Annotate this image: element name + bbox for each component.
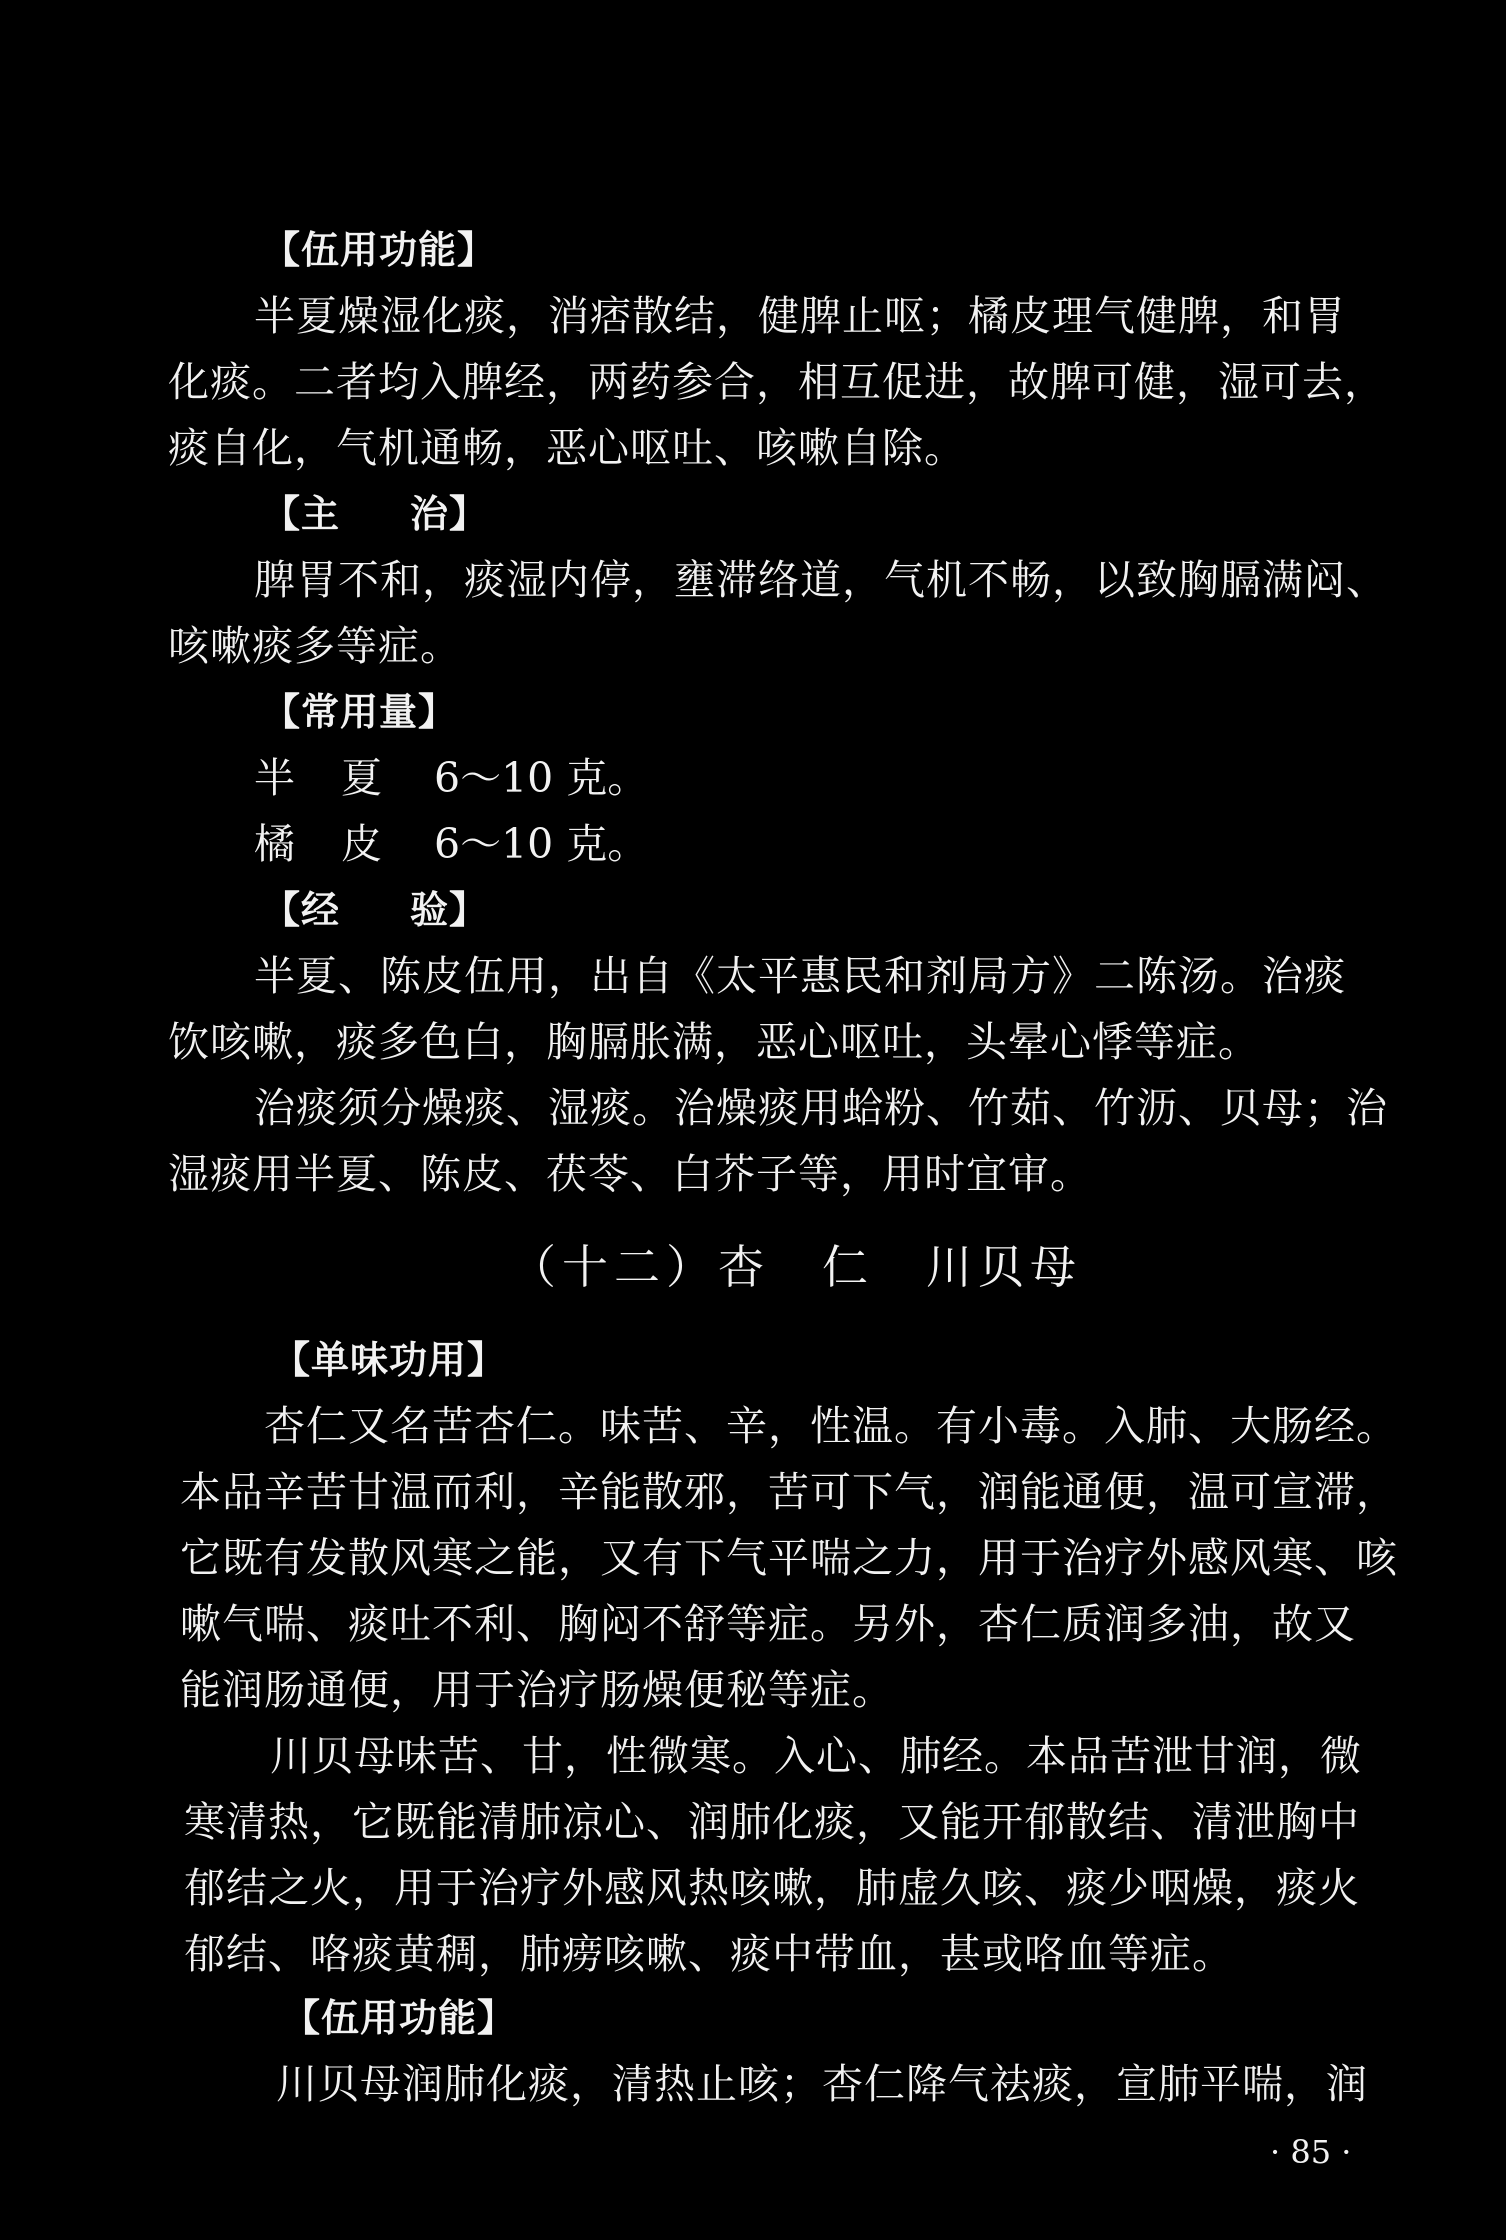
paragraph-line: 脾胃不和，痰湿内停，壅滞络道，气机不畅，以致胸膈满闷、 [254, 556, 1388, 604]
paragraph-line: 郁结、咯痰黄稠，肺痨咳嗽、痰中带血，甚或咯血等症。 [184, 1930, 1234, 1978]
heading-jingyan [262, 880, 488, 940]
dosage-amount: 6～10 克。 [434, 754, 649, 802]
paragraph-line: 化痰。二者均入脾经，两药参合，相互促进，故脾可健，湿可去， [168, 358, 1386, 406]
heading-danwei-gongyong: 【单味功用】 [272, 1338, 507, 1382]
paragraph-line: 半夏、陈皮伍用，出自《太平惠民和剂局方》二陈汤。治痰 [254, 952, 1346, 1000]
dosage-herb-name: 橘皮 [254, 820, 428, 868]
page-number: · 85 · [1270, 2133, 1352, 2171]
paragraph-line: 湿痰用半夏、陈皮、茯苓、白芥子等，用时宜审。 [168, 1150, 1092, 1198]
paragraph-line: 川贝母润肺化痰，清热止咳；杏仁降气祛痰，宣肺平喘，润 [276, 2060, 1368, 2108]
dosage-herb-name: 半夏 [254, 754, 428, 802]
paragraph-line: 杏仁又名苦杏仁。味苦、辛，性温。有小毒。入肺、大肠经。 [264, 1402, 1398, 1450]
heading-wuyong-gongneng: 【伍用功能】 [262, 228, 497, 272]
heading-changyongliang: 【常用量】 [262, 690, 458, 734]
paragraph-line: 饮咳嗽，痰多色白，胸膈胀满，恶心呕吐，头晕心悸等症。 [168, 1018, 1260, 1066]
paragraph-line: 能润肠通便，用于治疗肠燥便秘等症。 [180, 1666, 894, 1714]
paragraph-line: 嗽气喘、痰吐不利、胸闷不舒等症。另外，杏仁质润多油，故又 [180, 1600, 1356, 1648]
paragraph-line: 川贝母味苦、甘，性微寒。入心、肺经。本品苦泄甘润，微 [270, 1732, 1362, 1780]
paragraph-line: 痰自化，气机通畅，恶心呕吐、咳嗽自除。 [168, 424, 966, 472]
paragraph-line: 半夏燥湿化痰，消痞散结，健脾止呕；橘皮理气健脾，和胃 [254, 292, 1346, 340]
dosage-row [254, 814, 648, 874]
paragraph-line: 郁结之火，用于治疗外感风热咳嗽，肺虚久咳、痰少咽燥，痰火 [184, 1864, 1360, 1912]
paragraph-line: 治痰须分燥痰、湿痰。治燥痰用蛤粉、竹茹、竹沥、贝母；治 [254, 1084, 1388, 1132]
heading-zhuzhi-part2: 治】 [410, 492, 489, 536]
paragraph-line: 寒清热，它既能清肺凉心、润肺化痰，又能开郁散结、清泄胸中 [184, 1798, 1360, 1846]
paragraph-line: 咳嗽痰多等症。 [168, 622, 462, 670]
heading-jingyan-part1: 【经 [262, 888, 341, 932]
heading-jingyan-part2: 验】 [410, 888, 489, 932]
section-title: （十二）杏 仁 川贝母 [510, 1240, 1082, 1294]
dosage-row [254, 748, 648, 808]
heading-zhuzhi [262, 484, 488, 544]
paragraph-line: 本品辛苦甘温而利，辛能散邪，苦可下气，润能通便，温可宣滞， [180, 1468, 1398, 1516]
paragraph-line: 它既有发散风寒之能，又有下气平喘之力，用于治疗外感风寒、咳 [180, 1534, 1398, 1582]
heading-wuyong-gongneng: 【伍用功能】 [282, 1996, 517, 2040]
dosage-amount: 6～10 克。 [434, 820, 649, 868]
heading-zhuzhi-part1: 【主 [262, 492, 341, 536]
